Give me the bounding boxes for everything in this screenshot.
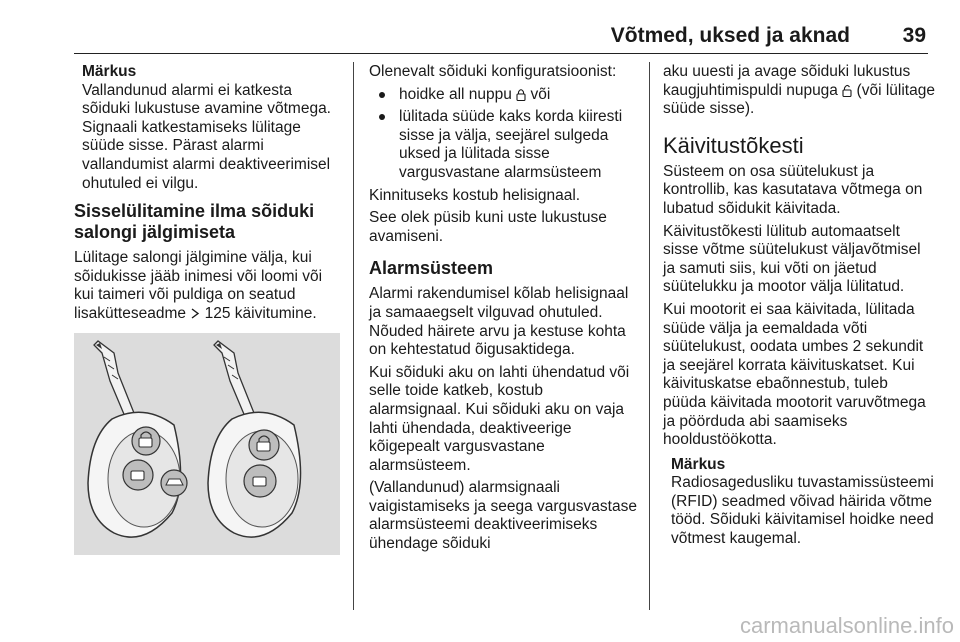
note-text: Vallandunud alarmi ei katkesta sõiduki lukustuse avamine võtmega. Signaali katkestamiseks lülitage süüde sisse. Pärast alarmi vallandumist alarmi deaktiveerimisel ohutuled ei vilgu.: [82, 81, 331, 192]
right-key-blade: [214, 341, 254, 419]
column-divider-1: [353, 62, 354, 610]
continued-text-before: aku uuesti ja avage sõiduki lukustus kaugjuhtimispuldi nupuga: [663, 63, 911, 99]
note-title: Märkus: [82, 63, 137, 80]
list-item: lülitada süüde kaks korda kiiresti sisse ja välja, seejärel sulgeda uksed ja lülitada sisse vargusvastane alarmsüsteem: [369, 108, 639, 182]
continued-paragraph: [663, 63, 935, 119]
rfid-note: [671, 456, 935, 549]
config-intro: Olenevalt sõiduki konfiguratsioonist:: [369, 63, 617, 80]
column-divider-2: [649, 62, 650, 610]
alarm-section-title: Alarmsüsteem: [369, 258, 494, 279]
left-fob: [88, 412, 187, 537]
immobiliser-paragraph-3: Kui mootorit ei saa käivitada, lülitada süüde välja ja eemaldada võti süütelukust, oodata umbes 2 sekundit ja seejärel korrata käivituskatset. Kui käivituskatse ebaõnnestub, tuleb püüda käivitada mootorit varuvõtmega ja pöörduda abi saamiseks hooldustöökotta.: [663, 300, 926, 449]
rfid-note-text: Radiosagedusliku tuvastamissüsteemi (RFID) seadmed võivad häirida võtme tööd. Sõiduki käivitamisel hoidke need võtmest kaugemal.: [671, 474, 934, 548]
header-rule: [74, 53, 928, 54]
continued-text-after: (või lülitage süüde sisse).: [663, 81, 935, 118]
list-item: [369, 86, 639, 105]
column-3: [663, 63, 935, 553]
chapter-title: Võtmed, uksed ja aknad: [610, 24, 850, 47]
key-fob-drawing: [74, 333, 340, 555]
immobiliser-paragraph-1: Süsteem on osa süütelukust ja kontrollib, kas kasutatava võtmega on lubatud sõidukit käivitada.: [663, 162, 923, 217]
section-title: Sisselülitamine ilma sõiduki salongi jälgimiseta: [74, 201, 315, 243]
alarm-paragraph-3: (Vallandunud) alarmsignaali vaigistamiseks ja seega vargusvastase alarmsüsteemi deaktiveerimiseks ühendage sõiduki: [369, 479, 637, 553]
cross-reference-arrow-icon: [190, 308, 200, 319]
bullet1-text-after: või: [526, 85, 551, 103]
alarm-paragraph-1: Alarmi rakendumisel kõlab helisignaal ja samaaegselt vilguvad ohutuled. Nõuded häirete arvu ja kestuse kohta on kehtestatud õigusaktidega.: [369, 285, 629, 359]
left-key-blade: [94, 341, 134, 419]
right-fob: [208, 412, 301, 537]
immobiliser-paragraph-2: Käivitustõkesti lülitub automaatselt sisse võtme süütelukust väljavõtmisel ja samuti siis, kui võti on jäetud süütelukku ja mootor välja lülitatud.: [663, 222, 921, 296]
page-number: 39: [902, 24, 926, 47]
lock-button-icon: [516, 88, 526, 101]
section-text: [74, 249, 344, 323]
unlock-button-icon: [842, 84, 852, 97]
page-reference-link[interactable]: 125 käivitumine.: [204, 304, 317, 322]
config-options-list: [369, 86, 639, 183]
bullet1-text-before: hoidke all nuppu: [399, 85, 517, 103]
page-header: [74, 0, 928, 52]
column-1: [74, 63, 344, 328]
rfid-note-title: Märkus: [671, 455, 726, 473]
status-text: See olek püsib kuni uste lukustuse avamiseni.: [369, 209, 607, 245]
confirmation-text: Kinnituseks kostub helisignaal.: [369, 186, 581, 204]
watermark: carmanualsonline.info: [739, 613, 954, 638]
alarm-paragraph-2: Kui sõiduki aku on lahti ühendatud või selle toide katkeb, kostub alarmsignaal. Kui sõiduki aku on vaja lahti ühendada, deaktiveerige kõigepealt vargusvastane alarmsüsteem.: [369, 363, 630, 474]
column-2: [369, 63, 639, 558]
immobiliser-title: Käivitustõkesti: [663, 132, 804, 158]
section-text-main: Lülitage salongi jälgimine välja, kui sõidukisse jääb inimesi või loomi või kui taimeri või puldiga on seatud lisakütteseadme: [74, 249, 323, 322]
key-fob-illustration: [74, 333, 340, 555]
